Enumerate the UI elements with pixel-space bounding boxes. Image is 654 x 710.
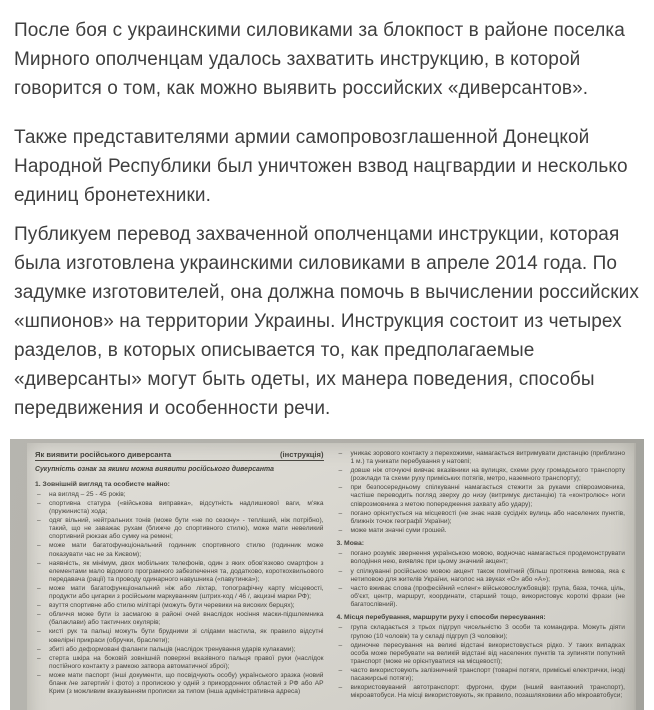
dash-bullet: – (338, 624, 343, 632)
instruction-scan-image[interactable] (10, 439, 644, 710)
document-left-column (35, 450, 324, 710)
dash-bullet: – (37, 611, 41, 619)
list-item-text: погано розуміє звернення українською мовою, водночас намагається продемонструвати володіння нею, виявляє при цьому значний акцент; (350, 550, 625, 566)
list-item (337, 510, 626, 526)
dash-bullet: – (338, 509, 343, 517)
list-item-text: збиті або деформовані фаланги пальців (наслідок тренування ударів кулаками); (49, 645, 296, 653)
list-item (337, 527, 626, 535)
dash-bullet: – (37, 500, 41, 507)
dash-bullet: – (338, 666, 343, 674)
dash-bullet: – (37, 584, 41, 592)
list-item (35, 517, 324, 541)
article-paragraph: Также представителями армии самопровозглашенной Донецкой Народной Республики был уничтожен взвод нацгвардии и несколько единиц бронетехники. (14, 127, 628, 206)
list-item (337, 484, 626, 508)
list-item (35, 500, 324, 516)
dash-bullet: – (338, 450, 343, 457)
list-item (337, 467, 626, 483)
article-paragraph: Публикуем перевод захваченной ополченцами инструкции, которая была изготовлена украинскими силовиками в апреле 2014 года. По задумке изготовителей, она должна помочь в вычислении российских «шпионов» на территории Украины. Инструкция состоит из четырех разделов, в которых описывается то, как предполагаемые «диверсанты» могут быть одеты, их манера поведения, способы передвижения и особенности речи. (14, 224, 639, 419)
list-item (35, 628, 324, 644)
document-title: Як виявити російського диверсанта (35, 450, 172, 459)
list-item (35, 655, 324, 671)
list-item-text: стерта шкіра на боковій зовнішній поверхні вказівного пальця правої руки (наслідок постійного контакту з рамкою затвора автоматичної зброї); (49, 654, 324, 670)
list-item-text: взуття спортивне або стилю мілітарі (можуть бути черевики на високих берцях); (49, 602, 295, 610)
list-item (35, 672, 324, 696)
list-item-text: одяг вільний, нейтральних тонів (може бути «не по сезону» - тепліший, ніж потрібно), такий, що не заважає рухам (ближче до спортивного стилю), може мати невеликий спортивний рюкзак або сумку на ремені; (49, 517, 324, 541)
dash-bullet: – (37, 654, 41, 662)
list-item-text: часто вживає слова (професійний «сленг» військовослужбовців): група, база, точка, ціль, об'єкт, центр, маршрут, координати, старший тощо, використовує короткі фрази (не багатослівний). (350, 584, 625, 608)
list-item (35, 602, 324, 610)
dash-bullet: – (37, 645, 41, 653)
list-item-text: може мати багатофункціональний годинник спортивного стилю (годинник може показувати час не за Києвом); (49, 542, 324, 558)
document-title-tag: (інструкція) (280, 450, 324, 459)
list-item-text: обличчя може бути із засмагою в районі очей внаслідок носіння маски-підшлемника (балаклави) або тактичних окулярів; (49, 611, 324, 627)
section-4-heading: 4. Місця перебування, маршрути руху і способи пересування: (336, 614, 546, 621)
dash-bullet: – (37, 559, 41, 567)
dash-bullet: – (338, 550, 343, 558)
list-item-text: може мати значні суми грошей. (350, 526, 447, 534)
list-item (337, 624, 626, 640)
list-item-text: група складається з трьох підгруп чисельністю 3 особи та командира. Можуть діяти групою (10 чоловік) та у складі підгруп (3 чоловіки); (350, 624, 625, 640)
list-item-text: при безпосередньому спілкуванні намагається стежити за руками співрозмовника, частіше переводить погляд зверху до низу (витримує дистанцію) та «контролює» ноги співрозмовника з метою попередження захвату або удару); (350, 484, 625, 508)
section-3-heading: 3. Мова: (336, 539, 365, 547)
list-item (35, 542, 324, 558)
list-item-text: може мати багатофункціональний ніж або ліхтар, топографічну карту місцевості, продукти або цигарки з російським маркуванням (штрих-код / 46 /, акцизні марки РФ); (49, 584, 324, 601)
list-item (337, 450, 626, 466)
list-item-text: спортивна статура («військова виправка», відсутність надлишкової ваги, м'яка (пружиниста) хода; (49, 500, 324, 516)
dash-bullet: – (338, 584, 343, 592)
article-paragraph: После боя с украинскими силовиками за блокпост в районе поселка Мирного ополченцам удалось захватить инструкцию, в которой говорится о том, как можно выявить российских «диверсантов». (14, 20, 625, 99)
dash-bullet: – (338, 684, 343, 692)
dash-bullet: – (338, 567, 343, 575)
document-subtitle: Сукупність ознак за якими можна виявити російського диверсанта (35, 466, 274, 473)
list-item (337, 585, 626, 609)
document-right-column (337, 450, 626, 710)
list-item (337, 684, 626, 700)
list-item (35, 611, 324, 627)
dash-bullet: – (37, 628, 41, 636)
list-item-text: може мати паспорт (інші документи, що посвідчують особу) українського зразка (новий бланк /не затертий/ і фото) з пропискою у одній з прикордонних областей з РФ або АР Крим (з можливим вказуванням прописки за типом (інша адміністративна адреса) (49, 671, 324, 696)
list-item (35, 491, 324, 499)
dash-bullet: – (338, 641, 343, 649)
dash-bullet: – (37, 542, 41, 550)
list-item-text: наявність, як мінімум, двох мобільних телефонів, один з яких обов'язково смартфон з елементами мало відомого програмного забезпечення та, додатково, короткохвильового передавача (рації) та проводу одинарного навушника («павутинка»); (49, 559, 324, 583)
dash-bullet: – (37, 671, 41, 679)
dash-bullet: – (37, 517, 41, 525)
list-item-text: довше ніж оточуючі вивчає вказівники на вулицях, схеми руху громадського транспорту (розклади та схеми руху приміських потягів, метро, наземного транспорту); (350, 467, 625, 483)
list-item-text: кисті рук та пальці можуть бути брудними зі слідами мастила, як правило відсутні ювелірні прикраси (обручки, браслети); (49, 628, 324, 644)
section-1-heading: 1. Зовнішній вигляд та особисте майно: (35, 480, 170, 488)
list-item-text: одиночне пересування на великі відстані використовується рідко. У таких випадках особа може перебувати на великій відстані від населених пунктів та зупиняти попутний транспорт (може не орієнтуватися на місцевості); (350, 641, 625, 665)
list-item-text: часто використовують залізничний транспорт (товарні потяги, приміські електрички, іноді пасажирські потяги); (350, 666, 625, 682)
dash-bullet: – (37, 490, 41, 498)
dash-bullet: – (37, 602, 41, 610)
list-item (337, 667, 626, 683)
list-item (35, 646, 324, 654)
list-item-text: використовуваний автотранспорт: фургони, фури (інший вантажний транспорт), мікроавтобуси. На місці використовують, як правило, позашляховики або мікроавтобуси; (350, 684, 625, 700)
list-item (35, 585, 324, 601)
dash-bullet: – (338, 467, 343, 475)
dash-bullet: – (338, 526, 343, 534)
list-item-text: на вигляд – 25 - 45 років; (49, 490, 126, 498)
list-item-text: у спілкуванні російською мовою акцент також помітний (більш протяжна вимова, яка є нетиповою для жителів України, наголос на звуках «О» або «А»); (350, 567, 625, 583)
list-item-text: погано орієнтується на місцевості (не знає назв сусідніх вулиць або населених пунктів, ближніх точок географії України); (350, 509, 625, 525)
list-item (337, 642, 626, 666)
dash-bullet: – (338, 484, 343, 492)
list-item (337, 568, 626, 584)
document-title-row (35, 450, 324, 461)
list-item (337, 550, 626, 566)
scanned-document-page (27, 443, 636, 710)
list-item-text: уникає зорового контакту з перехожими, намагається витримувати дистанцію (приблизно 1 м.) та уникати перебування у натовпі; (350, 450, 625, 466)
list-item (35, 560, 324, 584)
